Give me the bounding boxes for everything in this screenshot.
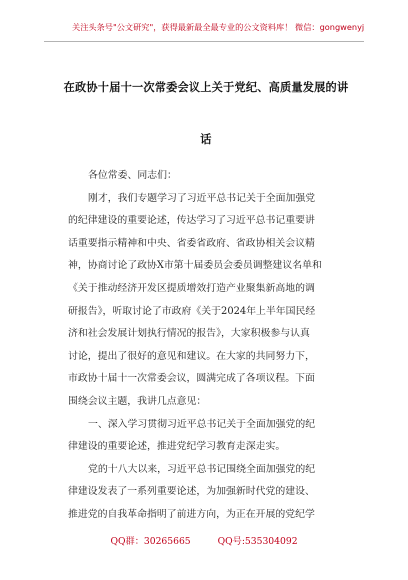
- body-line: 《关于推动经济开发区提质增效打造产业聚集新高地的调: [68, 282, 315, 294]
- footer-qq-number: QQ号:535304092: [217, 536, 298, 547]
- section-heading-line: 律建设的重要论述，推进党纪学习教育走深走实。: [68, 441, 286, 453]
- document-body: [68, 165, 356, 527]
- body-line: 神，协商讨论了政协X市第十届委员会委员调整建议名单和: [68, 260, 322, 272]
- document-title: [56, 62, 356, 166]
- body-line: 律建设发表了一系列重要论述，为加强新时代党的建设、: [68, 486, 315, 498]
- header-divider: [44, 41, 364, 42]
- body-line: 推进党的自我革命指明了前进方向，为正在开展的党纪学: [68, 508, 315, 520]
- body-line: 济和社会发展计划执行情况的报告》，大家积极参与认真: [68, 328, 310, 340]
- title-line-2: 话: [200, 133, 212, 146]
- salutation: 各位常委、同志们：: [88, 170, 177, 181]
- body-line: 市政协十届十一次常委会议，圆满完成了各项议程。下面: [68, 373, 315, 385]
- body-line: 党的十八大以来，习近平总书记围绕全面加强党的纪: [88, 463, 316, 475]
- header-banner: 关注头条号"公文研究"，获得最新最全最专业的公文资料库！ 微信：gongwenyj: [72, 22, 365, 32]
- body-line: 话重要指示精神和中央、省委省政府、省政协相关会议精: [68, 237, 315, 249]
- body-line: 围绕会议主题，我讲几点意见：: [68, 395, 207, 407]
- footer-qq-group: QQ群：30265665: [110, 536, 191, 547]
- body-line: 刚才，我们专题学习了习近平总书记关于全面加强党: [88, 192, 316, 204]
- body-line: 研报告》，听取讨论了市政府《关于2024年上半年国民经: [68, 305, 316, 317]
- body-line: 的纪律建设的重要论述，传达学习了习近平总书记重要讲: [68, 215, 315, 227]
- section-heading-line: 一、深入学习贯彻习近平总书记关于全面加强党的纪: [88, 418, 316, 430]
- body-line: 讨论，提出了很好的意见和建议。在大家的共同努力下，: [68, 350, 315, 362]
- footer-contact: [0, 536, 408, 548]
- title-line-1: 在政协十届十一次常委会议上关于党纪、高质量发展的讲: [63, 81, 349, 94]
